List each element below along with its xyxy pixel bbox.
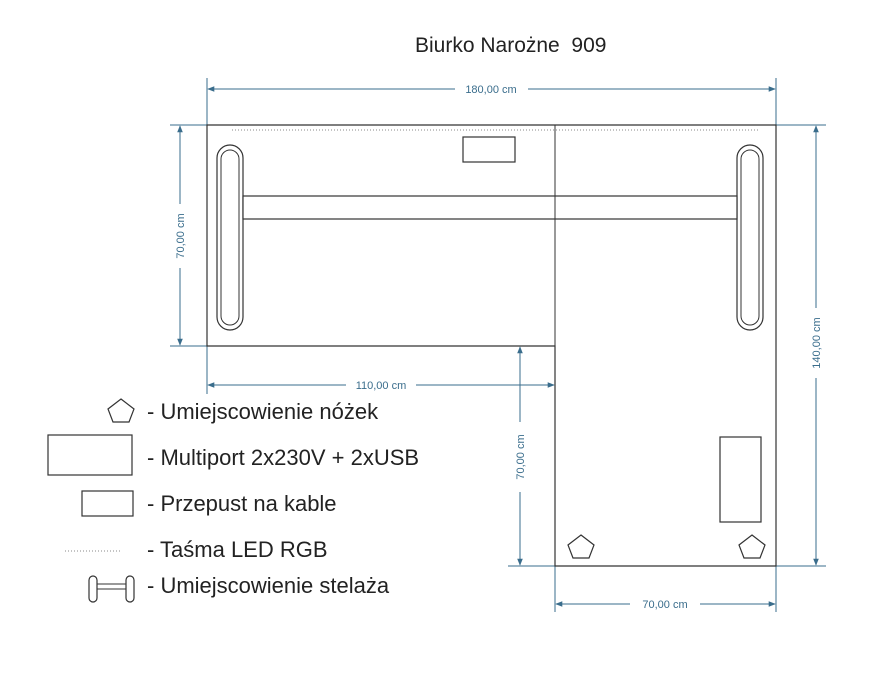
dimension-return-depth-label: 70,00 cm xyxy=(515,434,527,480)
legend-label-multiport: - Multiport 2x230V + 2xUSB xyxy=(147,445,420,470)
dimension-right xyxy=(776,125,826,566)
pentagon-icon xyxy=(108,399,134,422)
legend-label-frame: - Umiejscowienie stelaża xyxy=(147,573,390,598)
dimension-return-depth xyxy=(508,347,555,566)
dimension-left xyxy=(170,125,207,346)
legend-label-grommet: - Przepust na kable xyxy=(147,491,337,516)
legend-label-led: - Taśma LED RGB xyxy=(147,537,328,562)
multiport-icon xyxy=(48,435,132,475)
cable-grommet xyxy=(463,137,515,162)
legend-label-feet: - Umiejscowienie nóżek xyxy=(147,399,379,424)
dimension-bottom xyxy=(207,346,555,394)
frame-icon xyxy=(89,576,134,602)
dimension-return-width xyxy=(555,566,776,612)
dimension-bottom-label: 110,00 cm xyxy=(355,380,407,392)
dimension-left-label: 70,00 cm xyxy=(175,213,187,259)
legend xyxy=(48,399,419,602)
diagram-title: Biurko Narożne 909 xyxy=(415,34,607,57)
multiport xyxy=(720,437,761,522)
dimension-right-label: 140,00 cm xyxy=(811,317,823,369)
dimension-return-width-label: 70,00 cm xyxy=(642,599,688,611)
cable-grommet-icon xyxy=(82,491,133,516)
dimension-top xyxy=(207,78,776,126)
dimension-top-label: 180,00 cm xyxy=(465,84,517,96)
